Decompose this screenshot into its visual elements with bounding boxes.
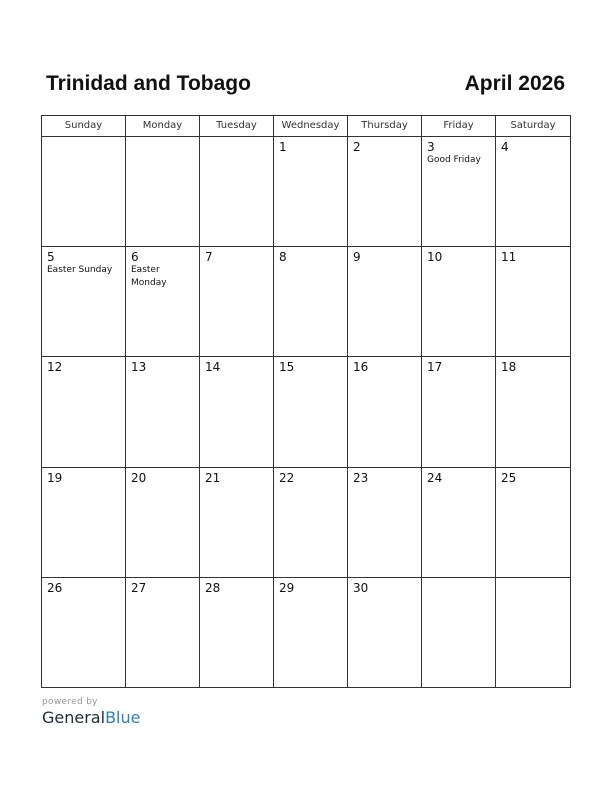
day-number xyxy=(496,578,570,581)
day-number: 22 xyxy=(279,470,295,485)
day-number: 13 xyxy=(131,360,147,375)
week-row xyxy=(42,137,571,247)
day-cell xyxy=(274,467,348,577)
generalblue-logo[interactable] xyxy=(42,708,140,728)
week-row xyxy=(42,577,571,687)
day-cell xyxy=(496,577,571,687)
day-cell xyxy=(200,357,274,467)
holiday-label: Easter Monday xyxy=(131,265,167,289)
calendar-grid xyxy=(41,115,571,688)
weekday-header-sunday: Sunday xyxy=(42,116,126,137)
day-cell xyxy=(274,247,348,357)
day-number: 25 xyxy=(501,470,517,485)
weekday-header-row xyxy=(42,116,571,137)
day-cell xyxy=(496,247,571,357)
weekday-header-friday: Friday xyxy=(422,116,496,137)
day-cell xyxy=(422,247,496,357)
holiday-label: Good Friday xyxy=(427,155,481,165)
day-cell xyxy=(348,467,422,577)
day-number: 14 xyxy=(205,360,221,375)
day-cell xyxy=(126,467,200,577)
holiday-label: Easter Sunday xyxy=(47,265,113,276)
day-number: 19 xyxy=(47,470,63,485)
day-cell xyxy=(422,577,496,687)
day-cell xyxy=(200,467,274,577)
day-cell xyxy=(42,247,126,357)
day-number: 4 xyxy=(501,140,509,154)
powered-by-label: powered by xyxy=(42,697,98,707)
day-number: 20 xyxy=(131,470,147,485)
day-cell xyxy=(200,137,274,247)
day-number: 24 xyxy=(427,470,443,485)
day-cell xyxy=(200,247,274,357)
day-cell xyxy=(126,357,200,467)
day-cell xyxy=(422,357,496,467)
day-number xyxy=(126,137,199,140)
day-cell xyxy=(126,247,200,357)
footer-branding[interactable] xyxy=(42,697,140,728)
day-number: 1 xyxy=(279,140,287,154)
day-cell xyxy=(496,137,571,247)
day-cell xyxy=(42,467,126,577)
week-row xyxy=(42,247,571,357)
day-number: 7 xyxy=(205,250,213,265)
day-number: 8 xyxy=(279,250,287,265)
day-number: 11 xyxy=(501,250,517,265)
weekday-header-saturday: Saturday xyxy=(496,116,571,137)
day-number: 18 xyxy=(501,360,517,375)
day-number: 29 xyxy=(279,580,295,595)
day-number xyxy=(42,137,125,140)
day-number: 9 xyxy=(353,250,361,265)
day-number: 15 xyxy=(279,360,295,375)
day-number: 26 xyxy=(47,580,63,595)
month-year-title: April 2026 xyxy=(464,72,565,95)
day-number: 12 xyxy=(47,360,63,375)
day-cell xyxy=(42,577,126,687)
weekday-header-thursday: Thursday xyxy=(348,116,422,137)
day-number: 28 xyxy=(205,580,221,595)
day-number: 3 xyxy=(427,140,435,154)
country-title: Trinidad and Tobago xyxy=(46,72,251,95)
day-cell xyxy=(42,137,126,247)
day-cell xyxy=(274,137,348,247)
day-cell xyxy=(422,137,496,247)
day-cell xyxy=(42,357,126,467)
day-cell xyxy=(422,467,496,577)
brand-name-blue: Blue xyxy=(105,708,141,727)
day-number: 10 xyxy=(427,250,443,265)
brand-name-general: General xyxy=(42,708,106,727)
day-cell xyxy=(126,137,200,247)
day-cell xyxy=(348,357,422,467)
day-cell xyxy=(496,467,571,577)
day-cell xyxy=(496,357,571,467)
weekday-header-wednesday: Wednesday xyxy=(274,116,348,137)
week-row xyxy=(42,467,571,577)
day-cell xyxy=(200,577,274,687)
day-cell xyxy=(348,137,422,247)
day-cell xyxy=(348,577,422,687)
day-cell xyxy=(274,357,348,467)
day-number: 6 xyxy=(131,250,139,265)
day-number xyxy=(422,578,495,581)
day-number: 5 xyxy=(47,250,55,265)
day-number: 2 xyxy=(353,140,361,154)
weekday-header-monday: Monday xyxy=(126,116,200,137)
day-number: 16 xyxy=(353,360,369,375)
day-number: 27 xyxy=(131,580,147,595)
day-number: 17 xyxy=(427,360,443,375)
day-cell xyxy=(348,247,422,357)
day-number: 21 xyxy=(205,470,221,485)
day-cell xyxy=(126,577,200,687)
day-cell xyxy=(274,577,348,687)
week-row xyxy=(42,357,571,467)
day-number: 23 xyxy=(353,470,369,485)
day-number: 30 xyxy=(353,580,369,595)
day-number xyxy=(200,137,273,140)
weekday-header-tuesday: Tuesday xyxy=(200,116,274,137)
